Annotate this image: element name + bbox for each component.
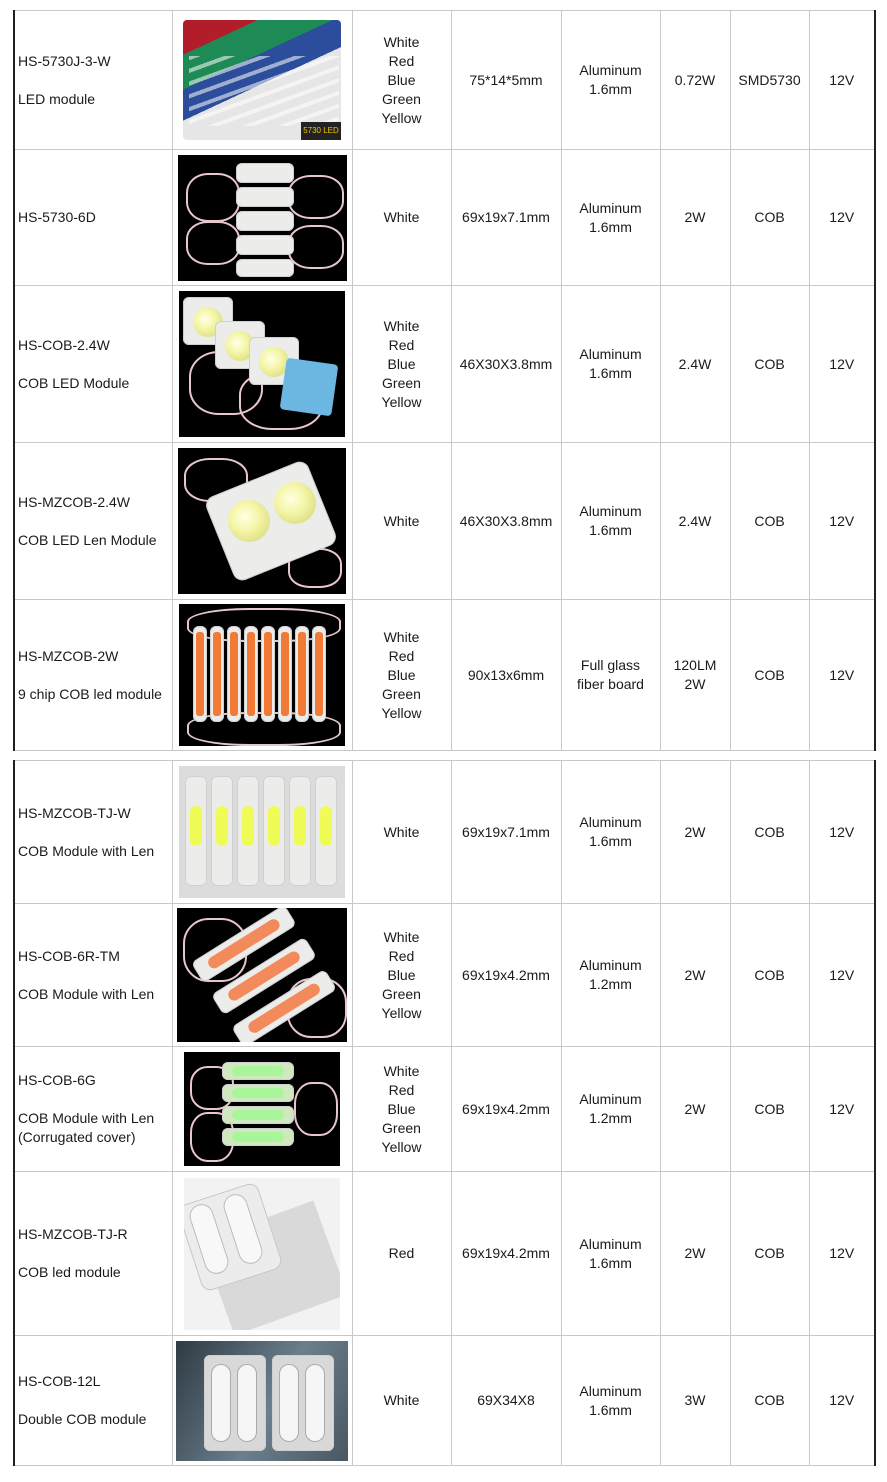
product-photo-cell xyxy=(172,1336,352,1466)
model-desc: Double COB module xyxy=(18,1411,147,1427)
model-cell xyxy=(14,11,172,150)
chip-cell: COB xyxy=(730,443,809,600)
product-photo-cell xyxy=(172,600,352,751)
model-name: HS-5730J-3-W xyxy=(18,52,111,69)
table-row xyxy=(14,600,875,751)
model-desc: COB LED Module xyxy=(18,374,130,391)
material-line: Aluminum xyxy=(579,1382,642,1399)
product-photo xyxy=(177,908,347,1042)
material-cell xyxy=(561,11,660,150)
color-options: White xyxy=(352,443,451,600)
spec-table-2 xyxy=(0,760,887,1466)
model-cell xyxy=(14,1172,172,1336)
material-line: fiber board xyxy=(577,676,644,692)
model-name: HS-MZCOB-2.4W xyxy=(18,493,130,510)
color-option: Green xyxy=(382,90,421,107)
size-cell: 69x19x7.1mm xyxy=(451,761,561,904)
material-cell xyxy=(561,1047,660,1172)
model-desc: COB Module with Len (Corrugated cover) xyxy=(18,1110,155,1145)
color-options: Red xyxy=(352,1172,451,1336)
model-cell xyxy=(14,1047,172,1172)
color-option: Blue xyxy=(387,355,416,372)
chip-cell: COB xyxy=(730,150,809,286)
voltage-cell: 12V xyxy=(809,443,875,600)
material-cell xyxy=(561,761,660,904)
chip-cell: COB xyxy=(730,1172,809,1336)
product-photo-cell xyxy=(172,286,352,443)
product-photo-cell xyxy=(172,11,352,150)
product-photo xyxy=(178,448,346,594)
color-option: Yellow xyxy=(381,1138,422,1155)
model-desc: LED module xyxy=(18,90,96,107)
color-option: Yellow xyxy=(381,109,422,126)
material-line: Aluminum xyxy=(579,346,642,362)
material-line: Aluminum xyxy=(579,62,642,78)
product-photo xyxy=(179,16,345,144)
color-option: Blue xyxy=(387,666,416,683)
power-cell: 2.4W xyxy=(660,286,730,443)
model-desc: COB LED Len Module xyxy=(18,531,157,548)
table-row xyxy=(14,904,875,1047)
size-cell: 69X34X8 xyxy=(451,1336,561,1466)
product-photo-cell xyxy=(172,150,352,286)
power-cell: 2W xyxy=(660,1172,730,1336)
material-cell xyxy=(561,600,660,751)
product-photo xyxy=(184,1178,340,1330)
size-cell: 69x19x4.2mm xyxy=(451,904,561,1047)
voltage-cell: 12V xyxy=(809,1047,875,1172)
product-photo-cell xyxy=(172,1047,352,1172)
product-photo xyxy=(179,291,345,437)
color-option: Green xyxy=(382,1119,421,1136)
product-photo xyxy=(176,1341,348,1461)
color-option: Red xyxy=(388,52,415,69)
power-cell: 2W xyxy=(660,761,730,904)
voltage-cell: 12V xyxy=(809,761,875,904)
table-row xyxy=(14,150,875,286)
color-option: Yellow xyxy=(381,1004,422,1021)
color-option: Yellow xyxy=(381,393,422,410)
color-option: Red xyxy=(388,1081,415,1098)
power-line: 2W xyxy=(684,676,706,692)
model-cell xyxy=(14,600,172,751)
material-cell xyxy=(561,150,660,286)
material-cell xyxy=(561,1336,660,1466)
color-option: Blue xyxy=(387,1100,416,1117)
material-line: Aluminum xyxy=(579,957,642,973)
material-line: 1.6mm xyxy=(589,365,632,381)
model-name: HS-COB-12L xyxy=(18,1373,101,1389)
color-option: Red xyxy=(388,647,415,664)
size-cell: 69x19x4.2mm xyxy=(451,1047,561,1172)
color-option: White xyxy=(383,628,420,645)
color-option: Blue xyxy=(387,71,416,88)
power-cell: 0.72W xyxy=(660,11,730,150)
color-option: Green xyxy=(382,985,421,1002)
table-row xyxy=(14,1336,875,1466)
material-line: 1.2mm xyxy=(589,976,632,992)
power-cell: 3W xyxy=(660,1336,730,1466)
voltage-cell: 12V xyxy=(809,904,875,1047)
voltage-cell: 12V xyxy=(809,286,875,443)
material-cell xyxy=(561,1172,660,1336)
material-line: 1.6mm xyxy=(589,833,632,849)
product-photo-cell xyxy=(172,443,352,600)
color-option: White xyxy=(383,317,420,334)
chip-cell: COB xyxy=(730,1047,809,1172)
material-cell xyxy=(561,443,660,600)
material-line: 1.2mm xyxy=(589,1110,632,1126)
color-options: White xyxy=(352,150,451,286)
product-photo xyxy=(178,155,347,281)
product-photo xyxy=(179,604,345,746)
model-name: HS-MZCOB-2W xyxy=(18,647,119,664)
material-line: 1.6mm xyxy=(589,218,632,235)
color-option: White xyxy=(383,928,420,945)
chip-cell: COB xyxy=(730,904,809,1047)
material-line: Aluminum xyxy=(579,503,642,519)
material-line: 1.6mm xyxy=(589,1254,632,1271)
material-line: Aluminum xyxy=(579,199,642,216)
material-cell xyxy=(561,286,660,443)
material-line: 1.6mm xyxy=(589,81,632,97)
table-row xyxy=(14,761,875,904)
power-cell: 2.4W xyxy=(660,443,730,600)
size-cell: 90x13x6mm xyxy=(451,600,561,751)
color-option: White xyxy=(383,1062,420,1079)
material-line: Aluminum xyxy=(579,814,642,830)
model-name: HS-COB-6G xyxy=(18,1072,96,1088)
color-option: Yellow xyxy=(381,704,422,721)
power-cell xyxy=(660,600,730,751)
color-option: Green xyxy=(382,685,421,702)
size-cell: 46X30X3.8mm xyxy=(451,443,561,600)
table-row xyxy=(14,286,875,443)
model-name: HS-COB-6R-TM xyxy=(18,947,120,964)
model-cell xyxy=(14,761,172,904)
model-desc: COB Module with Len xyxy=(18,842,155,859)
color-options: White xyxy=(352,1336,451,1466)
chip-cell: COB xyxy=(730,1336,809,1466)
voltage-cell: 12V xyxy=(809,11,875,150)
material-line: Aluminum xyxy=(579,1091,642,1107)
color-options: White xyxy=(352,761,451,904)
size-cell: 75*14*5mm xyxy=(451,11,561,150)
model-name: HS-COB-2.4W xyxy=(18,336,110,353)
image-label: 5730 LED xyxy=(301,122,341,140)
voltage-cell: 12V xyxy=(809,150,875,286)
model-cell xyxy=(14,904,172,1047)
color-option: Red xyxy=(388,336,415,353)
material-line: Full glass xyxy=(580,657,641,673)
power-cell: 2W xyxy=(660,904,730,1047)
color-option: White xyxy=(383,33,420,50)
model-name: HS-MZCOB-TJ-R xyxy=(18,1226,128,1242)
color-option: Green xyxy=(382,374,421,391)
model-desc: 9 chip COB led module xyxy=(18,685,162,702)
chip-cell: COB xyxy=(730,761,809,904)
table-row xyxy=(14,1047,875,1172)
product-photo xyxy=(184,1052,340,1166)
model-cell xyxy=(14,443,172,600)
table-row xyxy=(14,11,875,150)
color-options xyxy=(352,904,451,1047)
size-cell: 69x19x7.1mm xyxy=(451,150,561,286)
color-option: Blue xyxy=(387,966,416,983)
spec-table-1 xyxy=(0,10,887,751)
product-photo-cell xyxy=(172,1172,352,1336)
product-photo xyxy=(179,766,345,898)
product-photo-cell xyxy=(172,904,352,1047)
material-cell xyxy=(561,904,660,1047)
size-cell: 46X30X3.8mm xyxy=(451,286,561,443)
color-options xyxy=(352,600,451,751)
color-options xyxy=(352,11,451,150)
product-photo-cell xyxy=(172,761,352,904)
material-line: 1.6mm xyxy=(589,1401,632,1418)
model-name: HS-5730-6D xyxy=(18,209,96,225)
table-row xyxy=(14,1172,875,1336)
material-line: 1.6mm xyxy=(589,522,632,538)
table-row xyxy=(14,443,875,600)
color-options xyxy=(352,286,451,443)
color-options xyxy=(352,1047,451,1172)
model-cell xyxy=(14,1336,172,1466)
model-name: HS-MZCOB-TJ-W xyxy=(18,804,131,821)
model-desc: COB led module xyxy=(18,1264,121,1280)
size-cell: 69x19x4.2mm xyxy=(451,1172,561,1336)
chip-cell: COB xyxy=(730,600,809,751)
power-cell: 2W xyxy=(660,150,730,286)
voltage-cell: 12V xyxy=(809,1336,875,1466)
power-cell: 2W xyxy=(660,1047,730,1172)
model-desc: COB Module with Len xyxy=(18,985,155,1002)
power-line: 120LM xyxy=(673,657,717,673)
chip-cell: COB xyxy=(730,286,809,443)
model-cell xyxy=(14,286,172,443)
color-option: Red xyxy=(388,947,415,964)
material-line: Aluminum xyxy=(579,1235,642,1252)
model-cell xyxy=(14,150,172,286)
voltage-cell: 12V xyxy=(809,600,875,751)
chip-cell: SMD5730 xyxy=(730,11,809,150)
voltage-cell: 12V xyxy=(809,1172,875,1336)
